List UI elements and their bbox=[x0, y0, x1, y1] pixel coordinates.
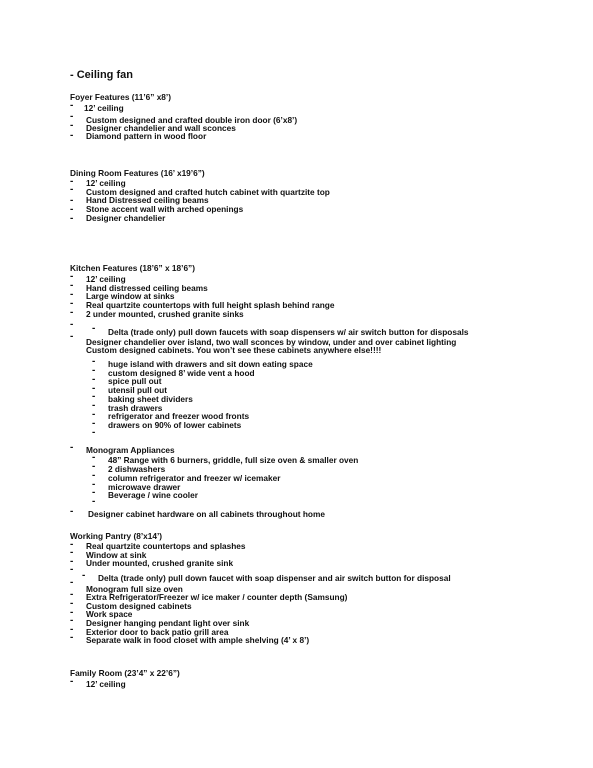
bullet-dash: - bbox=[70, 289, 74, 300]
bullet-dash: - bbox=[70, 319, 74, 330]
pantry-item: Under mounted, crushed granite sink bbox=[86, 558, 234, 568]
appliance-item: microwave drawer bbox=[108, 482, 181, 492]
bullet-dash: - bbox=[70, 577, 74, 588]
bullet-dash: - bbox=[70, 176, 74, 187]
bullet-dash: - bbox=[70, 589, 74, 600]
bullet-dash: - bbox=[70, 307, 74, 318]
bullet-dash: - bbox=[70, 598, 74, 609]
bullet-dash: - bbox=[70, 564, 74, 575]
pantry-item: Delta (trade only) pull down faucet with soap dispenser and air switch button for disposal bbox=[98, 573, 451, 583]
bullet-dash: - bbox=[70, 298, 74, 309]
bullet-dash: - bbox=[70, 607, 74, 618]
foyer-item: Custom designed and crafted double iron door (6’x8’) bbox=[86, 115, 298, 125]
kitchen-item: Real quartzite countertops with full height splash behind range bbox=[86, 300, 335, 310]
cabinet-item: refrigerator and freezer wood fronts bbox=[108, 411, 250, 421]
dining-item: Hand Distressed ceiling beams bbox=[86, 195, 209, 205]
pantry-item: Window at sink bbox=[86, 550, 147, 560]
kitchen-title: Kitchen Features (18’6” x 18’6”) bbox=[70, 263, 195, 273]
bullet-dash: - bbox=[92, 391, 96, 402]
bullet-dash: - bbox=[92, 418, 96, 429]
bullet-dash: - bbox=[92, 487, 96, 498]
bullet-dash: - bbox=[92, 400, 96, 411]
kitchen-item: 12’ ceiling bbox=[86, 274, 126, 284]
pantry-item: Work space bbox=[86, 609, 133, 619]
kitchen-item: 2 under mounted, crushed granite sinks bbox=[86, 309, 244, 319]
bullet-dash: - bbox=[92, 374, 96, 385]
bullet-dash: - bbox=[70, 547, 74, 558]
foyer-item: Designer chandelier and wall sconces bbox=[86, 123, 236, 133]
bullet-dash: - bbox=[70, 111, 74, 122]
hardware-item: Designer cabinet hardware on all cabinets throughout home bbox=[88, 509, 325, 519]
family-title: Family Room (23’4” x 22’6”) bbox=[70, 668, 180, 678]
bullet-dash: - bbox=[70, 130, 74, 141]
bullet-dash: - bbox=[92, 496, 96, 507]
pantry-item: Separate walk in food closet with ample shelving (4’ x 8’) bbox=[86, 635, 310, 645]
bullet-dash: - bbox=[70, 676, 74, 687]
cabinet-item: baking sheet dividers bbox=[108, 394, 193, 404]
foyer-title: Foyer Features (11’6” x8’) bbox=[70, 92, 171, 102]
bullet-dash: - bbox=[70, 100, 74, 111]
bullet-dash: - bbox=[92, 383, 96, 394]
dining-item: 12’ ceiling bbox=[86, 178, 126, 188]
cabinet-item: trash drawers bbox=[108, 403, 163, 413]
kitchen-item: Hand distressed ceiling beams bbox=[86, 283, 208, 293]
bullet-dash: - bbox=[70, 331, 74, 342]
page-heading: - Ceiling fan bbox=[70, 69, 133, 81]
cabinet-item: custom designed 8’ wide vent a hood bbox=[108, 368, 255, 378]
pantry-item: Designer hanging pendant light over sink bbox=[86, 618, 250, 628]
cabinet-item: drawers on 90% of lower cabinets bbox=[108, 420, 242, 430]
bullet-dash: - bbox=[92, 409, 96, 420]
kitchen-item: Custom designed cabinets. You won’t see these cabinets anywhere else!!!! bbox=[86, 345, 382, 355]
bullet-dash: - bbox=[70, 280, 74, 291]
bullet-dash: - bbox=[70, 213, 74, 224]
bullet-dash: - bbox=[70, 184, 74, 195]
appliance-item: Beverage / wine cooler bbox=[108, 490, 198, 500]
appliance-item: 48” Range with 6 burners, griddle, full size oven & smaller oven bbox=[108, 455, 359, 465]
bullet-dash: - bbox=[70, 556, 74, 567]
pantry-item: Real quartzite countertops and splashes bbox=[86, 541, 246, 551]
pantry-item: Custom designed cabinets bbox=[86, 601, 192, 611]
appliances-label: Monogram Appliances bbox=[86, 445, 175, 455]
pantry-item: Monogram full size oven bbox=[86, 584, 183, 594]
bullet-dash: - bbox=[92, 452, 96, 463]
cabinet-item: utensil pull out bbox=[108, 385, 167, 395]
bullet-dash: - bbox=[70, 506, 74, 517]
bullet-dash: - bbox=[70, 615, 74, 626]
bullet-dash: - bbox=[70, 271, 74, 282]
foyer-item: Diamond pattern in wood floor bbox=[86, 131, 207, 141]
bullet-dash: - bbox=[70, 120, 74, 131]
bullet-dash: - bbox=[70, 195, 74, 206]
pantry-item: Exterior door to back patio grill area bbox=[86, 627, 229, 637]
dining-item: Custom designed and crafted hutch cabinet with quartzite top bbox=[86, 187, 330, 197]
bullet-dash: - bbox=[92, 427, 96, 438]
appliance-item: column refrigerator and freezer w/ icemaker bbox=[108, 473, 281, 483]
dining-item: Designer chandelier bbox=[86, 213, 166, 223]
bullet-dash: - bbox=[92, 323, 96, 334]
cabinet-item: spice pull out bbox=[108, 376, 162, 386]
kitchen-item: Designer chandelier over island, two wall sconces by window, under and over cabinet lighting bbox=[86, 337, 457, 347]
kitchen-item: Large window at sinks bbox=[86, 291, 175, 301]
bullet-dash: - bbox=[92, 365, 96, 376]
bullet-dash: - bbox=[70, 442, 74, 453]
kitchen-item: Delta (trade only) pull down faucets with soap dispensers w/ air switch button for disposals bbox=[108, 327, 469, 337]
foyer-item: 12’ ceiling bbox=[84, 103, 124, 113]
pantry-item: Extra Refrigerator/Freezer w/ ice maker / counter depth (Samsung) bbox=[86, 592, 348, 602]
bullet-dash: - bbox=[70, 539, 74, 550]
cabinet-item: huge island with drawers and sit down eating space bbox=[108, 359, 313, 369]
bullet-dash: - bbox=[82, 570, 86, 581]
bullet-dash: - bbox=[92, 470, 96, 481]
dining-item: Stone accent wall with arched openings bbox=[86, 204, 244, 214]
appliance-item: 2 dishwashers bbox=[108, 464, 166, 474]
bullet-dash: - bbox=[70, 632, 74, 643]
pantry-title: Working Pantry (8’x14’) bbox=[70, 531, 163, 541]
dining-title: Dining Room Features (16’ x19’6”) bbox=[70, 168, 205, 178]
bullet-dash: - bbox=[92, 461, 96, 472]
family-item: 12’ ceiling bbox=[86, 679, 126, 689]
bullet-dash: - bbox=[70, 204, 74, 215]
bullet-dash: - bbox=[70, 624, 74, 635]
bullet-dash: - bbox=[92, 479, 96, 490]
bullet-dash: - bbox=[92, 356, 96, 367]
